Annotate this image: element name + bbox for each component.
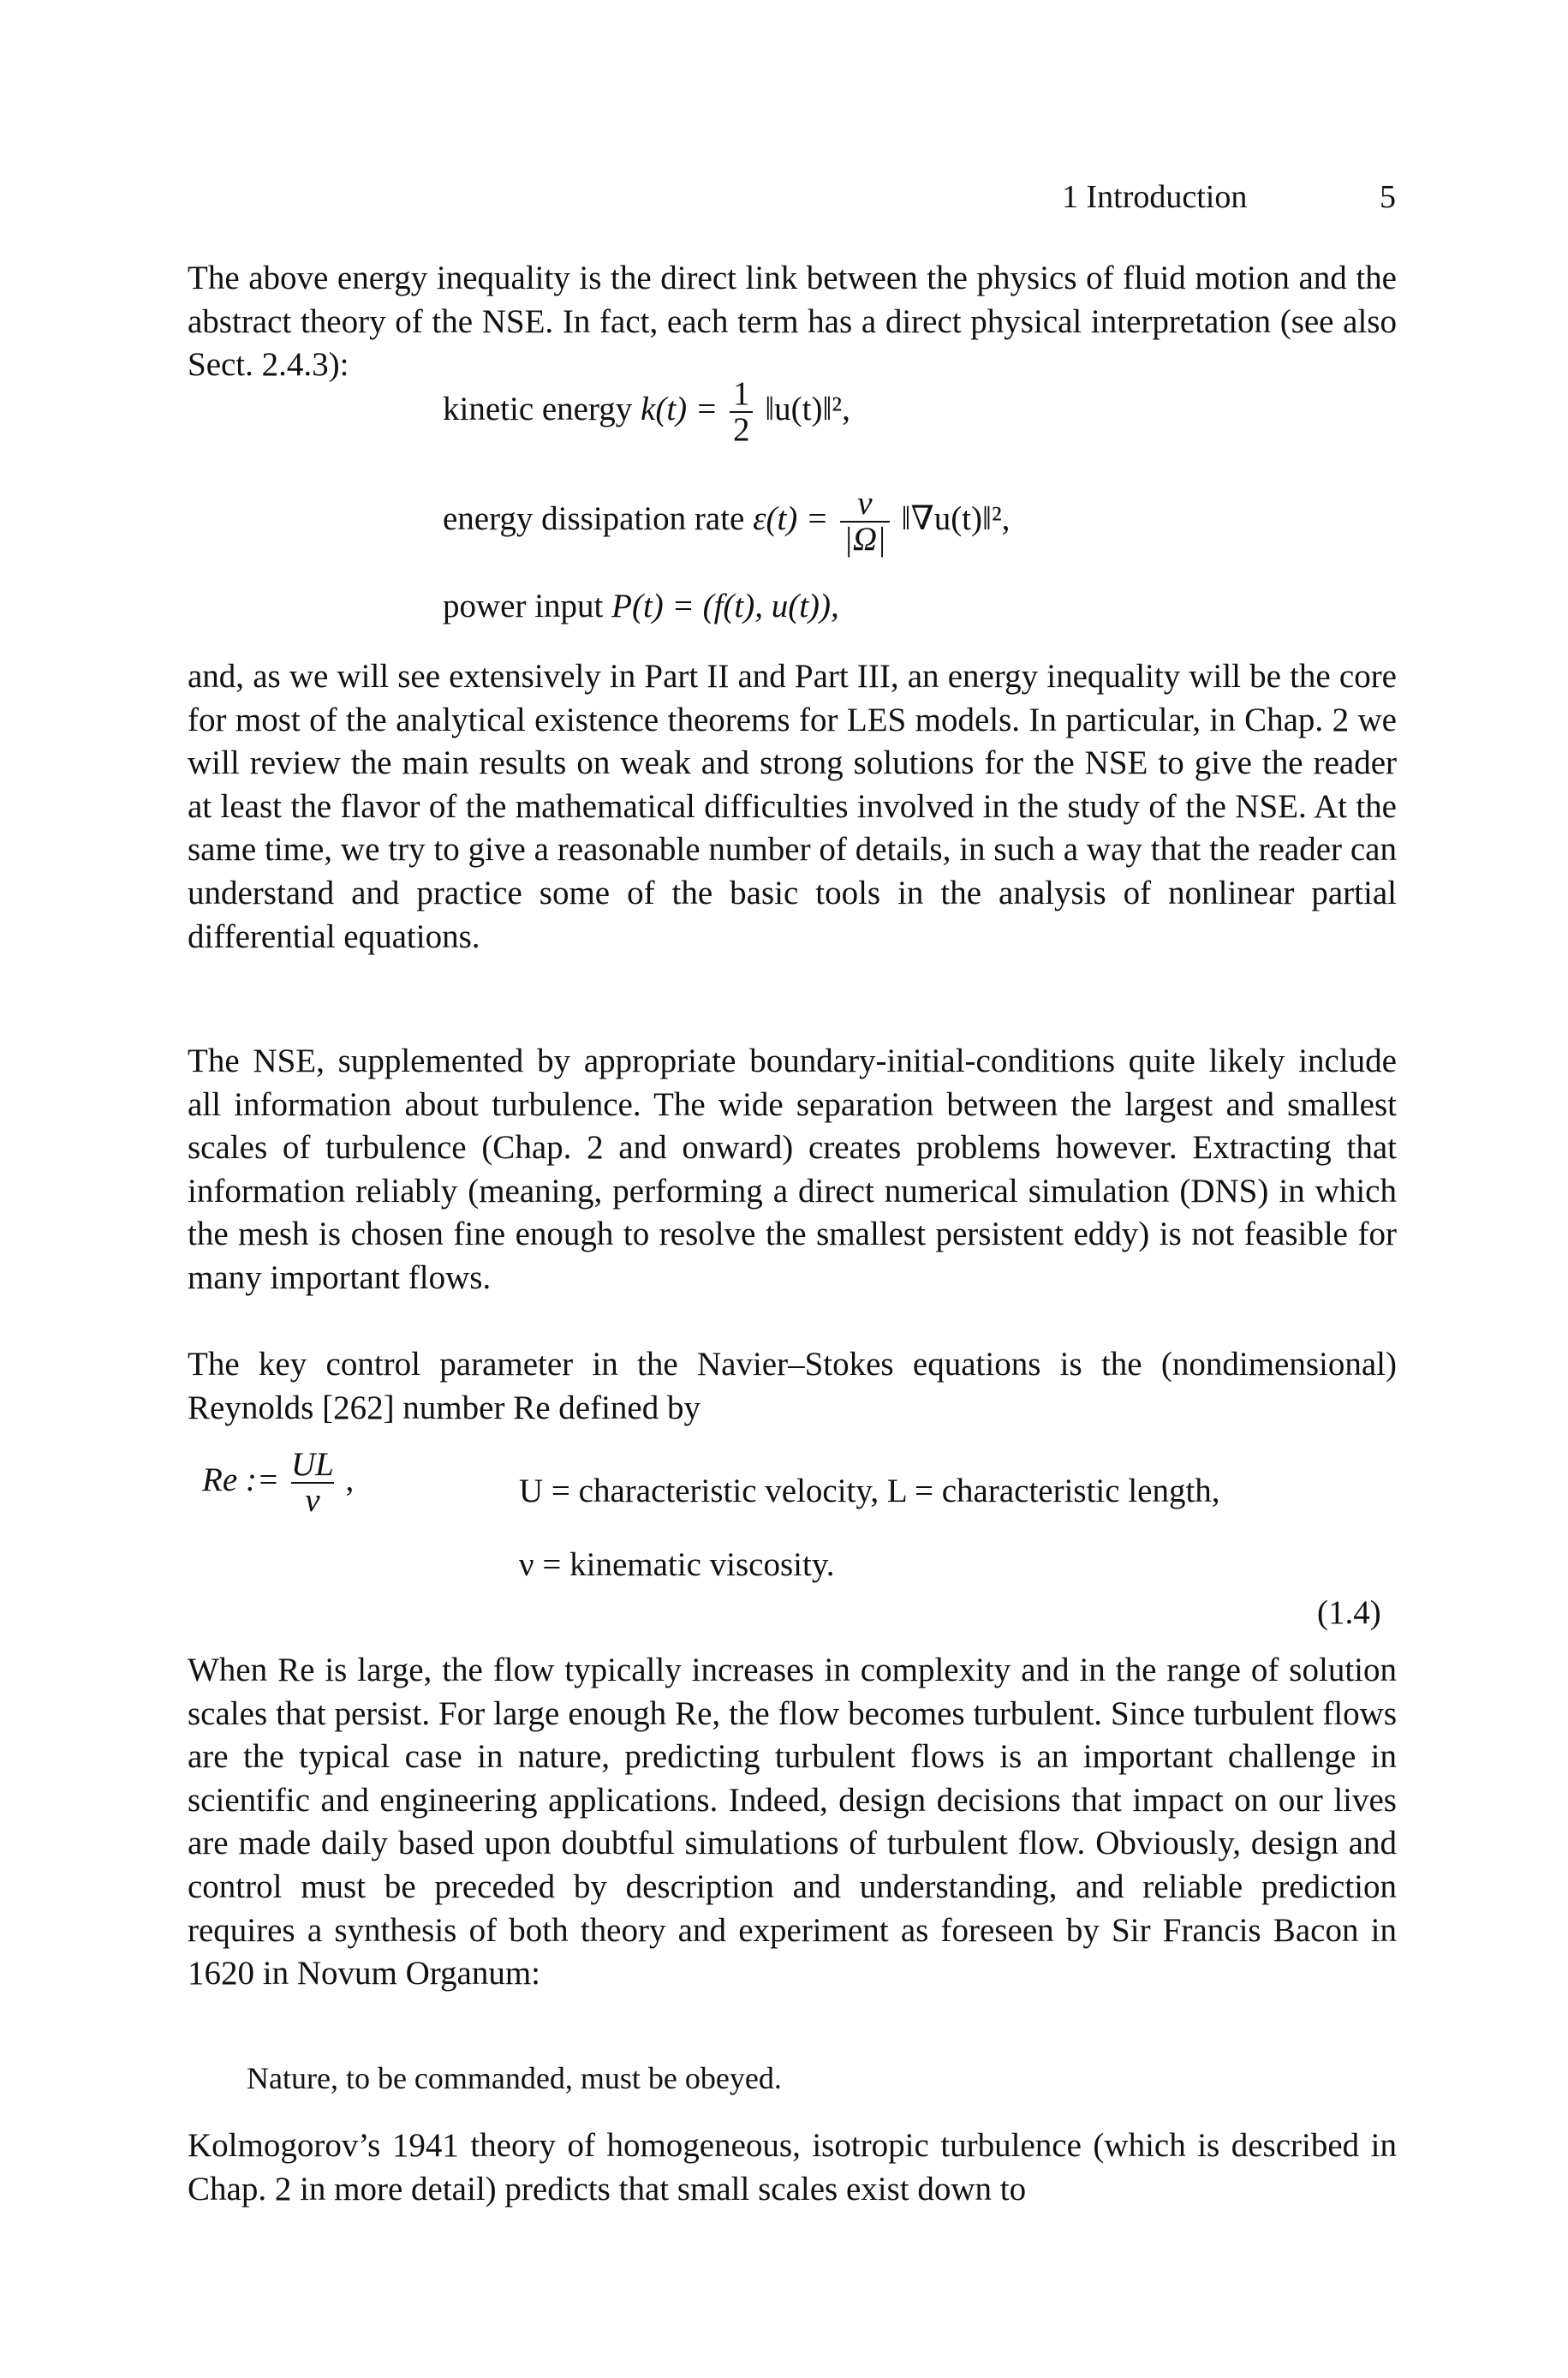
paragraph-5-block [188,1649,1397,1996]
reynolds-fraction [291,1448,334,1518]
equation-number: (1.4) [1317,1594,1381,1631]
dissipation-equation [443,487,1010,557]
kinetic-label: kinetic energy [443,390,633,427]
reynolds-denominator: ν [291,1482,334,1518]
reynolds-numerator: UL [290,1446,334,1483]
page-number: 5 [1380,179,1396,215]
paragraph-3-block [188,1040,1397,1300]
reynolds-lhs: Re := [202,1461,280,1498]
dissipation-lhs: ε(t) = [753,499,829,537]
reynolds-def-line-2: ν = kinematic viscosity. [519,1546,835,1583]
paragraph-4: The key control parameter in the Navier–Stokes equations is the (nondimensional) Reynolds [262] number Re defined by [188,1346,1397,1426]
power-input-equation [443,587,839,625]
running-head [1062,178,1396,216]
bacon-quote: Nature, to be commanded, must be obeyed. [247,2061,782,2095]
paragraph-4-block [188,1343,1397,1430]
paragraph-3: The NSE, supplemented by appropriate boundary-initial-conditions quite likely include all information about turbulence. The wide separation between the largest and smallest scales of turbulence (Chap. 2 and onward) creates problems however. Extracting that information reliably (meaning, performing a direct numerical simulation (DNS) in which the mesh is chosen fine enough to resolve the smallest persistent eddy) is not feasible for many important flows. [188,1043,1397,1296]
paragraph-5: When Re is large, the flow typically increases in complexity and in the range of solution scales that persist. For large enough Re, the flow becomes turbulent. Since turbulent flows are the typical case in nature, predicting turbulent flows is an important challenge in scientific and engineering applications. Indeed, design decisions that impact on our lives are made daily based upon doubtful simulations of turbulent flow. Obviously, design and control must be preceded by description and understanding, and reliable prediction requires a synthesis of both theory and experiment as foreseen by Sir Francis Bacon in 1620 in Novum Organum: [188,1652,1397,1993]
reynolds-definition [202,1448,354,1518]
kinetic-rhs: ‖u(t)‖², [765,390,850,427]
paragraph-1: The above energy inequality is the direct link between the physics of fluid motion and the abstract theory of the NSE. In fact, each term has a direct physical interpretation (see also Sect. 2.4.3): [188,260,1397,384]
paragraph-6: Kolmogorov’s 1941 theory of homogeneous, isotropic turbulence (which is described in Chap. 2 in more detail) predicts that small scales exist down to [188,2127,1397,2208]
dissipation-label: energy dissipation rate [443,499,745,537]
kinetic-lhs: k(t) = [641,390,718,427]
reynolds-def-line-1: U = characteristic velocity, L = characteristic length, [519,1473,1220,1509]
dissipation-denominator: |Ω| [840,521,890,557]
paragraph-1-block [188,257,1397,387]
power-label: power input [443,588,604,624]
dissipation-fraction [840,487,890,557]
paragraph-2: and, as we will see extensively in Part II and Part III, an energy inequality will be the core for most of the analytical existence theorems for LES models. In particular, in Chap. 2 we will review the main results on weak and strong solutions for the NSE to give the reader at least the flavor of the mathematical difficulties involved in the study of the NSE. At the same time, we try to give a reasonable number of details, in such a way that the reader can understand and practice some of the basic tools in the analysis of nonlinear partial differential equations. [188,658,1397,955]
power-rhs: P(t) = (f(t), u(t)), [611,588,839,624]
kinetic-numerator: 1 [732,375,750,412]
kinetic-denominator: 2 [730,411,754,447]
dissipation-numerator: ν [857,485,873,522]
kinetic-energy-equation [443,377,850,447]
kinetic-fraction [730,377,754,447]
chapter-title: 1 Introduction [1062,179,1248,215]
paragraph-2-block [188,655,1397,959]
reynolds-comma: , [345,1461,355,1498]
dissipation-rhs: ‖∇u(t)‖², [901,499,1011,537]
paragraph-6-block [188,2124,1397,2211]
